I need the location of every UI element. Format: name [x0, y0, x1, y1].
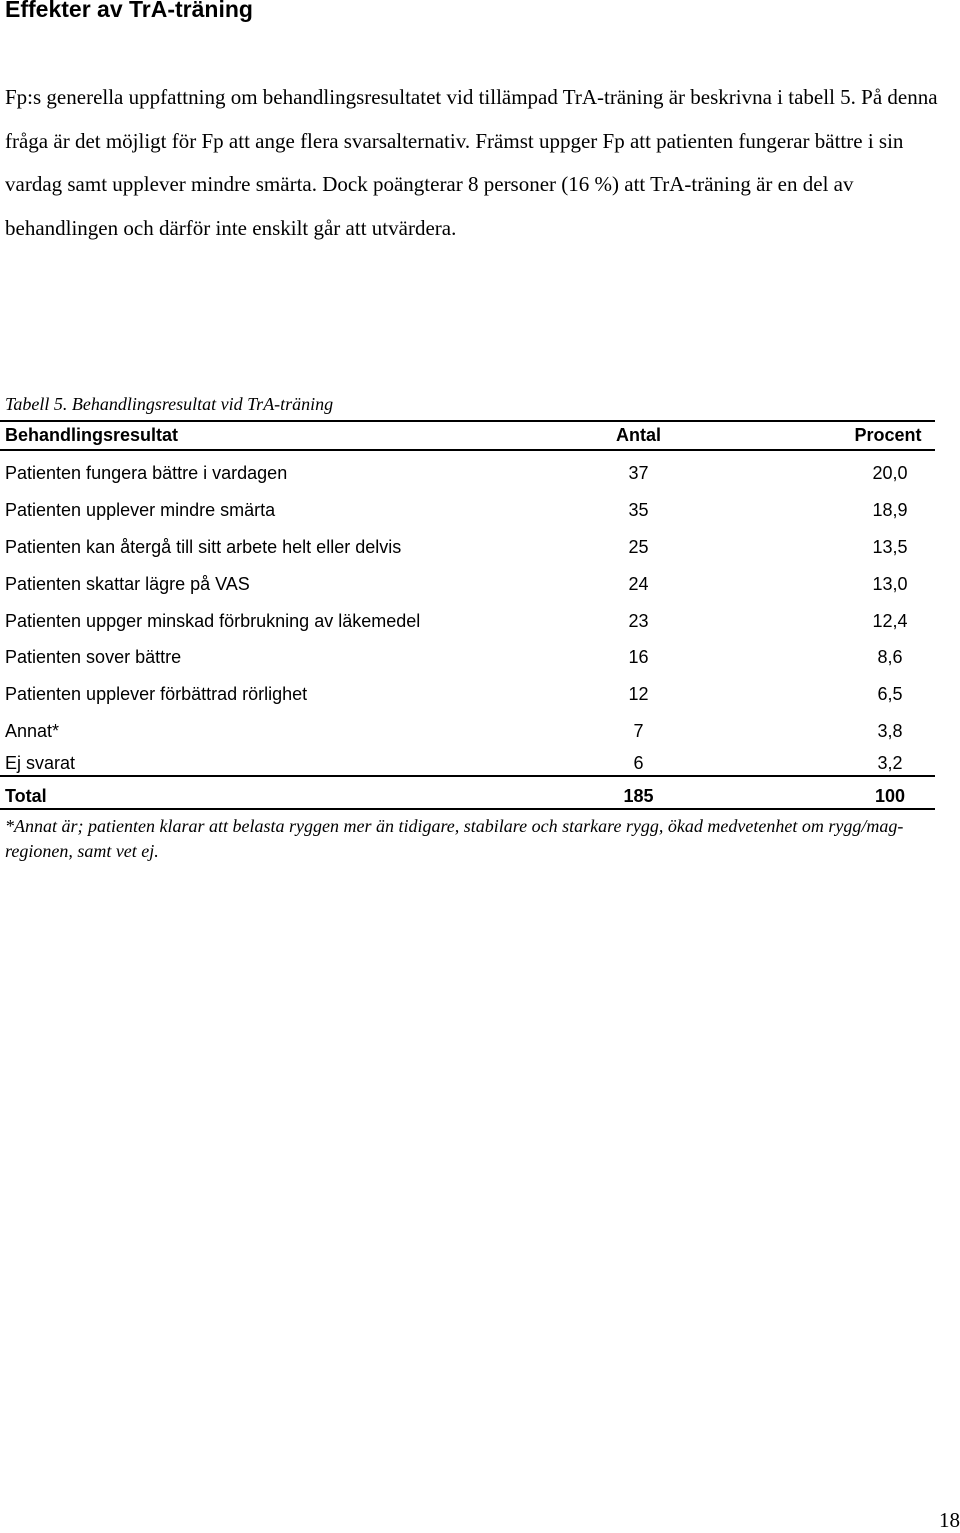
row-antal: 6 — [633, 753, 644, 773]
table-row — [0, 684, 935, 714]
row-antal: 16 — [628, 647, 649, 667]
table-row — [0, 753, 935, 783]
table-row — [0, 611, 935, 641]
row-procent: 6,5 — [877, 684, 903, 704]
total-antal: 185 — [623, 786, 654, 806]
row-antal: 35 — [628, 500, 649, 520]
total-label: Total — [5, 786, 47, 806]
row-procent: 13,0 — [872, 574, 908, 594]
table-header-rule — [0, 449, 935, 451]
row-antal: 37 — [628, 463, 649, 483]
row-label: Patienten uppger minskad förbrukning av läkemedel — [5, 611, 421, 631]
row-antal: 7 — [633, 721, 644, 741]
header-behandlingsresultat: Behandlingsresultat — [5, 425, 179, 445]
header-antal: Antal — [616, 425, 661, 445]
table-row — [0, 647, 935, 677]
row-antal: 24 — [628, 574, 649, 594]
row-antal: 25 — [628, 537, 649, 557]
row-label: Annat* — [5, 721, 60, 741]
table-total-rule — [0, 775, 935, 777]
row-label: Patienten sover bättre — [5, 647, 182, 667]
row-label: Patienten upplever förbättrad rörlighet — [5, 684, 308, 704]
table-row — [0, 500, 935, 530]
table-bottom-rule — [0, 808, 935, 810]
table-row — [0, 463, 935, 493]
table-row — [0, 537, 935, 567]
row-procent: 8,6 — [877, 647, 903, 667]
row-label: Patienten kan återgå till sitt arbete helt eller delvis — [5, 537, 402, 557]
row-procent: 20,0 — [872, 463, 908, 483]
row-antal: 12 — [628, 684, 649, 704]
row-label: Ej svarat — [5, 753, 76, 773]
table-footnote: *Annat är; patienten klarar att belasta ryggen mer än tidigare, stabilare och starkare rygg, ökad medvetenhet om rygg/mag-regionen, samt vet ej. — [5, 816, 904, 861]
page-number: 18 — [939, 1508, 960, 1532]
row-procent: 3,2 — [877, 753, 903, 773]
total-procent: 100 — [874, 786, 906, 806]
table-total-row — [0, 786, 935, 816]
table-caption: Tabell 5. Behandlingsresultat vid TrA-träning — [5, 394, 334, 414]
table-row — [0, 574, 935, 604]
row-label: Patienten skattar lägre på VAS — [5, 574, 250, 594]
row-label: Patienten upplever mindre smärta — [5, 500, 276, 520]
table-top-rule — [0, 420, 935, 422]
row-procent: 18,9 — [872, 500, 908, 520]
body-paragraph: Fp:s generella uppfattning om behandlingsresultatet vid tillämpad TrA-träning är beskrivna i tabell 5. På denna fråga är det möjligt för Fp att ange flera svarsalternativ. Främst uppger Fp att patienten fungerar bättre i sin vardag samt upplever mindre smärta. Dock poängterar 8 personer (16 %) att TrA-träning är en del av behandlingen och därför inte enskilt går att utvärdera. — [5, 85, 938, 240]
table-row — [0, 721, 935, 751]
section-heading: Effekter av TrA-träning — [5, 0, 253, 22]
row-procent: 12,4 — [872, 611, 908, 631]
row-procent: 3,8 — [877, 721, 903, 741]
row-antal: 23 — [628, 611, 649, 631]
row-procent: 13,5 — [872, 537, 908, 557]
row-label: Patienten fungera bättre i vardagen — [5, 463, 288, 483]
header-procent: Procent — [854, 425, 922, 445]
